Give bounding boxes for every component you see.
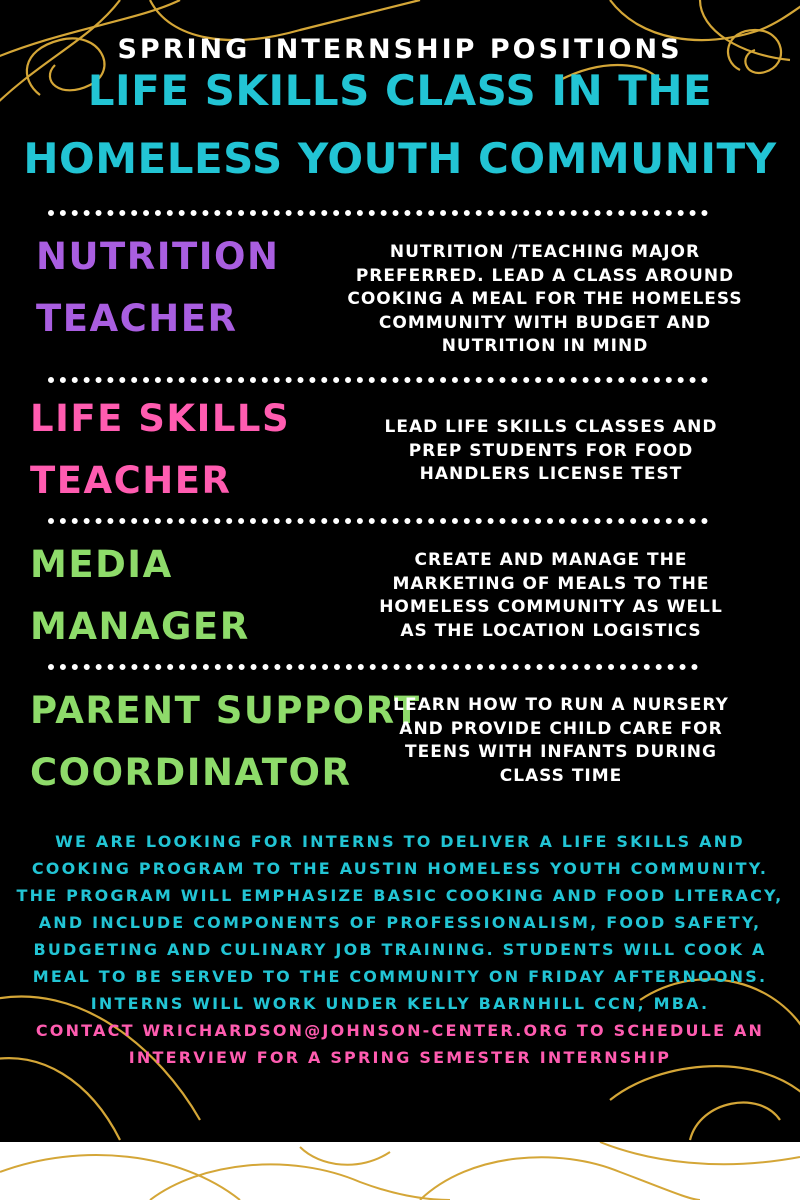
dotted-divider <box>48 518 708 524</box>
about-line: AND INCLUDE COMPONENTS OF PROFESSIONALISM, FOOD SAFETY, <box>38 913 762 932</box>
description-line: PREFERRED. LEAD A CLASS AROUND <box>355 265 735 286</box>
position-description <box>356 694 766 788</box>
position-title-line: COORDINATOR <box>30 751 352 794</box>
position-title-life-skills <box>30 388 290 512</box>
dotted-divider <box>48 377 708 383</box>
description-line: HOMELESS COMMUNITY AS WELL <box>379 597 723 617</box>
headline-line-1: LIFE SKILLS CLASS IN THE <box>87 66 713 115</box>
position-description <box>346 549 756 643</box>
position-title-line: TEACHER <box>30 459 232 502</box>
description-line: CLASS TIME <box>499 765 623 786</box>
about-line: INTERNS WILL WORK UNDER KELLY BARNHILL CCN, MBA. <box>90 994 710 1013</box>
position-title-line: NUTRITION <box>36 235 280 278</box>
position-title-line: TEACHER <box>36 297 238 340</box>
description-line: LEAD LIFE SKILLS CLASSES AND <box>384 417 718 437</box>
description-line: COMMUNITY WITH BUDGET AND <box>378 312 712 333</box>
about-line: COOKING PROGRAM TO THE AUSTIN HOMELESS YOUTH COMMUNITY. <box>31 859 769 878</box>
position-title-nutrition <box>36 226 279 350</box>
about-line: WE ARE LOOKING FOR INTERNS TO DELIVER A LIFE SKILLS AND <box>55 832 745 851</box>
contact-line: CONTACT WRICHARDSON@JOHNSON-CENTER.ORG TO SCHEDULE AN <box>35 1021 765 1040</box>
position-title-line: LIFE SKILLS <box>30 397 291 440</box>
dotted-divider <box>48 664 698 670</box>
description-line: PREP STUDENTS FOR FOOD <box>408 440 694 461</box>
position-title-line: MANAGER <box>30 605 250 648</box>
description-line: HANDLERS LICENSE TEST <box>419 464 683 484</box>
about-line: MEAL TO BE SERVED TO THE COMMUNITY ON FRIDAY AFTERNOONS. <box>32 967 768 986</box>
about-line: THE PROGRAM WILL EMPHASIZE BASIC COOKING AND FOOD LITERACY, <box>16 886 784 905</box>
kicker-title: SPRING INTERNSHIP POSITIONS <box>117 34 683 65</box>
description-line: CREATE AND MANAGE THE <box>414 550 688 570</box>
description-line: AND PROVIDE CHILD CARE FOR <box>399 718 723 739</box>
description-line: TEENS WITH INFANTS DURING <box>405 742 717 762</box>
description-line: NUTRITION IN MIND <box>441 336 649 356</box>
position-title-line: MEDIA <box>30 543 173 586</box>
description-line: LEARN HOW TO RUN A NURSERY <box>393 695 729 715</box>
description-line: COOKING A MEAL FOR THE HOMELESS <box>347 289 743 309</box>
position-description <box>346 416 756 487</box>
dotted-divider <box>48 210 708 216</box>
position-title-media <box>30 534 250 658</box>
description-line: NUTRITION /TEACHING MAJOR <box>389 242 701 262</box>
position-description <box>340 241 750 359</box>
description-line: MARKETING OF MEALS TO THE <box>392 573 710 594</box>
contact-line: INTERVIEW FOR A SPRING SEMESTER INTERNSHIP <box>128 1048 672 1067</box>
about-line: BUDGETING AND CULINARY JOB TRAINING. STUDENTS WILL COOK A <box>33 940 767 959</box>
description-line: AS THE LOCATION LOGISTICS <box>400 620 702 641</box>
bottom-swirl-decoration <box>0 1142 800 1200</box>
position-title-line: PARENT SUPPORT <box>30 689 421 732</box>
headline-line-2: HOMELESS YOUTH COMMUNITY <box>23 134 777 183</box>
